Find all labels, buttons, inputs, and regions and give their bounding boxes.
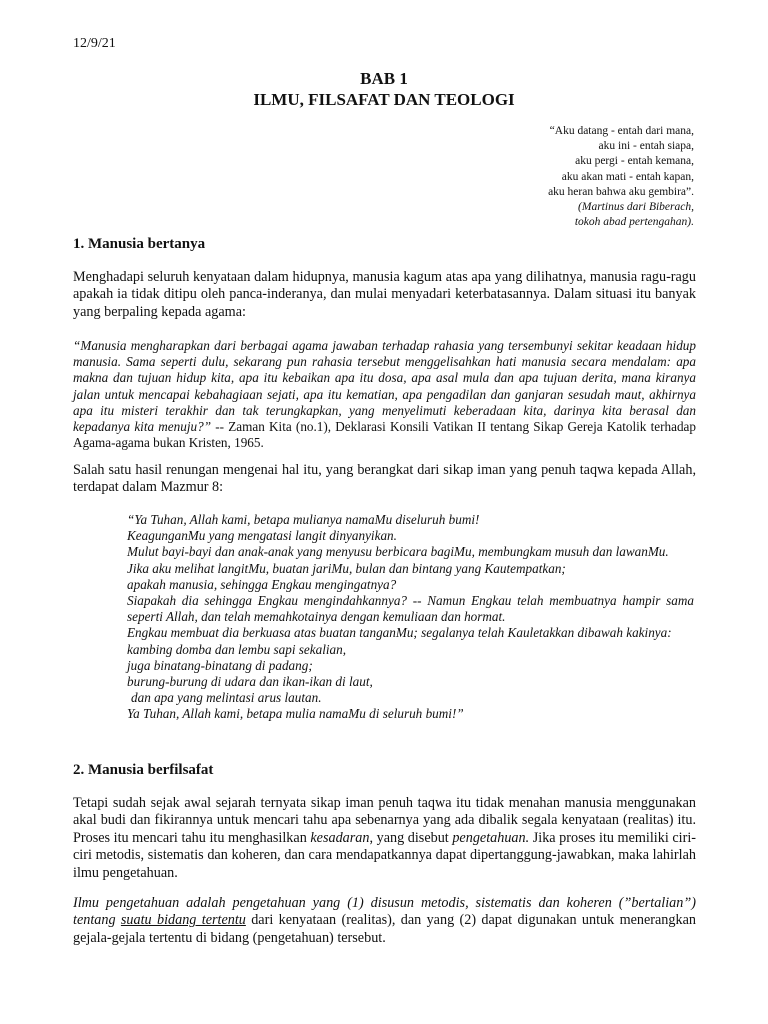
council-quote-source: -- Zaman Kita (no.1), Deklarasi Konsili Vatikan II tentang Sikap Gereja Katolik terhadap Agama-agama bukan Kristen, 1965. (73, 419, 696, 451)
psalm-line: apakah manusia, sehingga Engkau mengingatnya? (127, 576, 397, 592)
psalm-line: Mulut bayi-bayi dan anak-anak yang menyusu berbicara bagiMu, membungkam musuh dan lawanMu. (127, 544, 669, 560)
chapter-number: BAB 1 (360, 69, 408, 88)
section2-text: Jika proses itu memiliki ciri-ciri metodis, sistematis dan koheren, dan cara mendapatkannya dapat dipertanggung-jawabkan, maka lahirlah ilmu pengetahuan. (73, 829, 696, 881)
epigraph-line: “Aku datang - entah dari mana, (549, 125, 694, 137)
term-kesadaran: kesadaran (310, 829, 370, 846)
chapter-title: ILMU, FILSAFAT DAN TEOLOGI (253, 90, 515, 109)
definition-paragraph (73, 895, 696, 947)
document-date: 12/9/21 (73, 36, 116, 51)
psalm-line: Jika aku melihat langitMu, buatan jariMu, bulan dan bintang yang Kautempatkan; (127, 560, 566, 576)
council-quote (73, 338, 696, 451)
psalm-line: “Ya Tuhan, Allah kami, betapa mulianya namaMu diseluruh bumi! (127, 512, 480, 527)
definition-underlined-term: suatu bidang tertentu (120, 912, 246, 929)
epigraph-line: aku akan mati - entah kapan, (561, 170, 694, 183)
section1-paragraph-2: Salah satu hasil renungan mengenai hal itu, yang berangkat dari sikap iman yang penuh taqwa kepada Allah, terdapat dalam Mazmur 8: (73, 462, 696, 496)
psalm-line: dan apa yang melintasi arus lautan. (131, 690, 322, 706)
section-heading-1: 1. Manusia bertanya (73, 236, 206, 252)
psalm-line: Engkau membuat dia berkuasa atas buatan tanganMu; segalanya telah Kauletakkan dibawah kakinya: (127, 625, 672, 641)
epigraph-line: aku ini - entah siapa, (598, 140, 694, 153)
chapter-heading (0, 68, 768, 110)
section2-paragraph-1 (73, 795, 696, 882)
psalm-line: Ya Tuhan, Allah kami, betapa mulia namaMu di seluruh bumi!” (127, 706, 464, 722)
psalm-line: KeagunganMu yang mengatasi langit dinyanyikan. (127, 528, 397, 544)
section-heading-2: 2. Manusia berfilsafat (73, 762, 214, 778)
section1-paragraph-1: Menghadapi seluruh kenyataan dalam hidupnya, manusia kagum atas apa yang dilihatnya, manusia ragu-ragu apakah ia tidak ditipu oleh panca-inderanya, dan mulai menyadari keterbatasannya. Dalam situasi itu banyak yang berpaling kepada agama: (73, 269, 696, 320)
epigraph-attribution: (Martinus dari Biberach, (578, 201, 694, 214)
psalm-line: juga binatang-binatang di padang; (127, 657, 313, 673)
definition-text: dari kenyataan (realitas), dan yang (2) dapat digunakan untuk menerangkan gejala-gejala tertentu di bidang (pengetahuan) tersebut. (73, 912, 696, 946)
psalm-8-quote (127, 512, 694, 723)
epigraph-attribution: tokoh abad pertengahan). (574, 216, 694, 229)
section2-text: , yang disebut (369, 829, 453, 846)
epigraph (434, 124, 694, 230)
epigraph-line: aku pergi - entah kemana, (575, 155, 694, 168)
section2-text: Tetapi sudah sejak awal sejarah ternyata sikap iman penuh taqwa itu tidak menahan manusia menggunakan akal budi dan fikirannya untuk mencari tahu apa sebenarnya yang ada dibalik segala kenyataan (realitas) itu. Proses itu mencari tahu itu menghasilkan (73, 795, 696, 846)
psalm-line: kambing domba dan lembu sapi sekalian, (127, 641, 347, 657)
definition-text: Ilmu pengetahuan adalah pengetahuan yang (1) disusun metodis, sistematis dan koheren (”bertalian”) tentang (73, 895, 696, 929)
psalm-line: Siapakah dia sehingga Engkau mengindahkannya? -- Namun Engkau telah membuatnya hampir sama seperti Allah, dan telah memahkotainya dengan kemuliaan dan hormat. (127, 593, 694, 625)
council-quote-text: “Manusia mengharapkan dari berbagai agama jawaban terhadap rahasia yang tersembunyi sekitar keadaan hidup manusia. Sama seperti dulu, sekarang pun rahasia tersebut menggelisahkan hati manusia secara mendalam: apa makna dan tujuan hidup kita, apa itu kebaikan apa itu dosa, apa asal mula dan apa tujuan derita, mana kiranya jalan untuk mencapai kebahagiaan sejati, apa itu kematian, apa pengadilan dan ganjaran sesudah maut, akhirnya apa itu misteri terakhir dan tak terungkapkan, yang menyelimuti keberadaan kita, darinya kita berasal dan kepadanya kita menuju?” (73, 338, 696, 435)
epigraph-line: aku heran bahwa aku gembira”. (548, 185, 694, 198)
psalm-line: burung-burung di udara dan ikan-ikan di laut, (127, 674, 373, 690)
term-pengetahuan: pengetahuan. (452, 829, 530, 846)
